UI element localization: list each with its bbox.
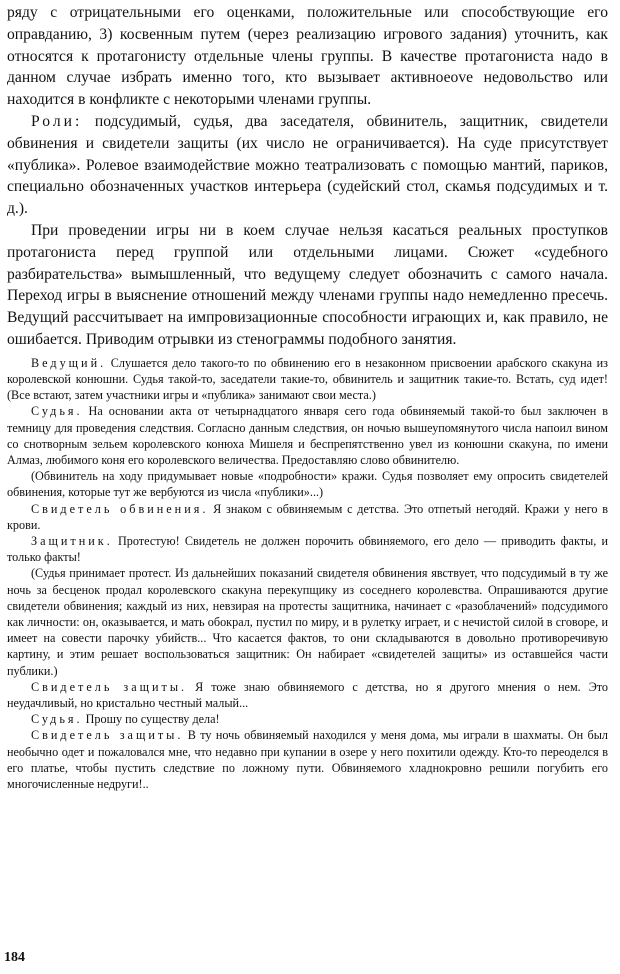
- transcript-line: [7, 533, 608, 565]
- transcript-line: [7, 711, 608, 727]
- paragraph-3: При проведении игры ни в коем случае нельзя касаться реальных проступков протагониста перед группой или отдельными лицами. Сюжет «судебного разбирательства» вымышленный, что ведущему следует обозначить с самого начала. Переход игры в выяснение отношений между членами группы надо немедленно пресечь. Ведущий рассчитывает на импровизационные способности играющих и, как правило, не ошибается. Приводим отрывки из стенограммы подобного занятия.: [7, 221, 608, 348]
- speaker: Судья.: [31, 712, 83, 727]
- speaker: Судья.: [31, 404, 83, 419]
- transcript-line: [7, 565, 608, 678]
- paragraph-1: ряду с отрицательными его оценками, положительные или способствующие его оправданию, 3) косвенным путем (через реализацию игрового задания) уточнить, как относятся к протагонисту отдельные члены группы. В качестве протагониста надо в данном случае избрать именно того, кто вызывает активноеove недовольство или находится в конфликте с некоторыми членами группы.: [7, 4, 608, 109]
- speaker: Свидетель защиты.: [31, 728, 184, 743]
- paragraph-roles: [7, 111, 608, 220]
- transcript-line: [7, 355, 608, 404]
- transcript-line: [7, 679, 608, 711]
- transcript-line: [7, 468, 608, 500]
- speaker: Защитник.: [31, 533, 113, 548]
- stage-note: (Обвинитель на ходу придумывает новые «подробности» кражи. Судья позволяет ему опросить свидетелей обвинения, которые тут же вербуются из числа «публики»...): [7, 469, 608, 500]
- speaker: Ведущий.: [31, 355, 107, 370]
- speech: В ту ночь обвиняемый находился у меня дома, мы играли в шахматы. Он был необычно одет и пожаловался мне, что недавно при купании в озере у него похитили одежду. Кто-то переоделся в его платье, чтобы пустить следствие по ложному пути. Обвиняемого хладнокровно решили погубить его многочисленные недруги!..: [7, 728, 608, 792]
- speech: Прошу по существу дела!: [85, 712, 220, 727]
- transcript-line: [7, 727, 608, 792]
- speech: Я тоже знаю обвиняемого с детства, но я другого мнения о нем. Это неудачливый, но кристально честный малый...: [7, 679, 608, 711]
- transcript-line: [7, 403, 608, 468]
- main-text: [7, 2, 608, 351]
- roles-text: подсудимый, судья, два заседателя, обвинитель, защитник, свидетели обвинения и свидетели защиты (их число не ограничивается). На суде присутствует «публика». Ролевое взаимодействие можно театрализовать с помощью мантий, париков, специально обозначенных участков интерьера (судейский стол, скамья подсудимых и т. д.).: [7, 112, 608, 218]
- speech: Я знаком с обвиняемым с детства. Это отпетый негодяй. Кражи у него в крови.: [7, 501, 609, 532]
- speech: Протестую! Свидетель не должен порочить обвиняемого, его дело — приводить факты, и только факты!: [7, 533, 609, 565]
- transcript-line: [7, 501, 608, 533]
- speech: На основании акта от четырнадцатого января сего года обвиняемый такой-то был заключен в темницу для проведения следствия. Согласно данным следствия, он ночью вышеупомянутого числа напоил вином со снотворным зельем королевского конюха Мишеля и беспрепятственно увел из конюшни скакуна, по имени Алмаз, любимого коня его королевского величества. Предоставляю слово обвинителю.: [7, 404, 608, 467]
- transcript: [7, 355, 608, 792]
- speech: Слушается дело такого-то по обвинению его в незаконном присвоении арабского скакуна из королевской конюшни. Судья такой-то, заседатели такие-то, обвинитель и защитник такие-то. Встать, суд идет! (Все встают, затем участники игры и «публика» занимают свои места.): [7, 355, 608, 403]
- page-number: 184: [4, 950, 25, 965]
- speaker: Свидетель защиты.: [31, 679, 188, 694]
- stage-note: (Судья принимает протест. Из дальнейших показаний свидетеля обвинения явствует, что подсудимый в ту же ночь за бесценок продал королевского скакуна перекупщику из соседнего королевства. Опрашиваются другие свидетели обвинения; каждый из них, невзирая на протесты защитника, начинает с «разоблачений» подсудимого как личности: он, оказывается, и мать обокрал, пустил по миру, и в рулетку играет, и с нечистой силой в сговоре, и имеет на совести парочку убийств... Что касается фактов, то они складываются в довольно противоречивую картину, и этим решает воспользоваться защитник: Он набирает «свидетелей защиты» из оставшейся части публики.): [7, 566, 608, 678]
- roles-label: Роли:: [31, 112, 83, 130]
- speaker: Свидетель обвинения.: [31, 501, 209, 516]
